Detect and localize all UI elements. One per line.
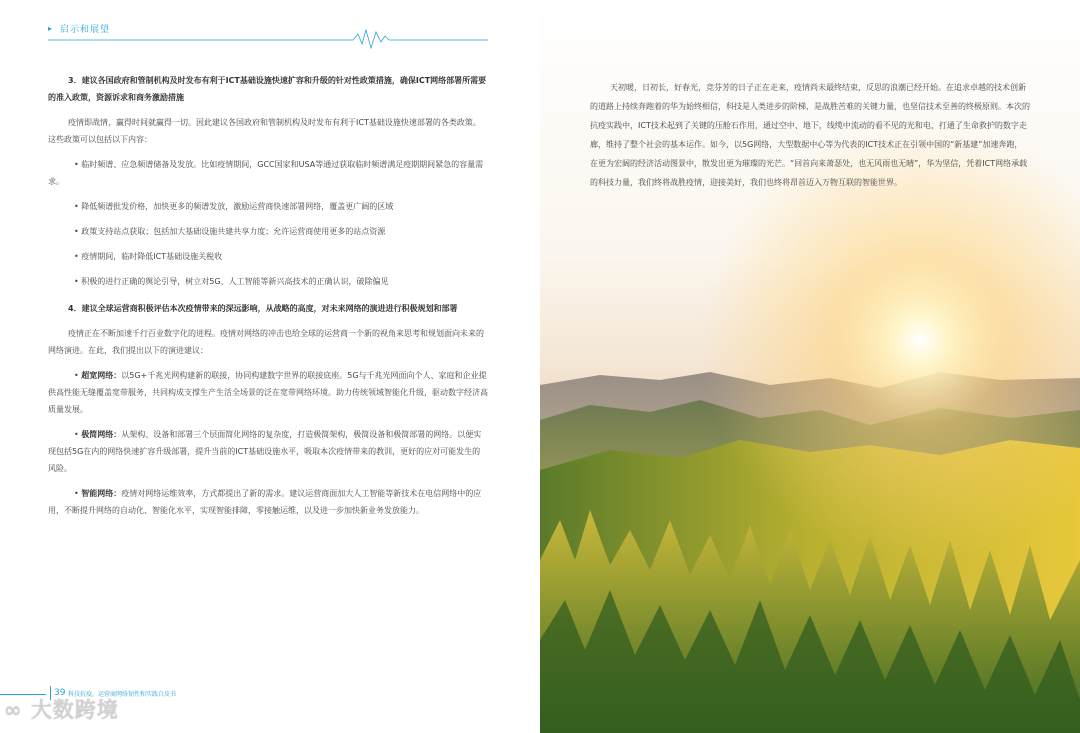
list-item bbox=[48, 426, 488, 477]
list-item bbox=[48, 367, 488, 418]
list-item-text: 疫情期间，临时降低ICT基础设施关税收 bbox=[81, 252, 223, 261]
section-header bbox=[48, 20, 488, 50]
publication-title: 科技抗疫，运营商网络韧性和实践白皮书 bbox=[68, 691, 177, 698]
list-item bbox=[48, 248, 488, 265]
watermark-logo bbox=[4, 694, 119, 724]
list-item bbox=[48, 156, 488, 190]
bullet-dot: • bbox=[74, 227, 82, 236]
list-item-label: 超宽网络： bbox=[81, 371, 122, 380]
bullet-dot: • bbox=[74, 489, 82, 498]
header-arrow-icon: ▸ bbox=[48, 24, 53, 33]
paragraph-evolution-intro: 疫情正在不断加速千行百业数字化的进程。疫情对网络的冲击也给全球的运营商一个新的视角来思考和规划面向未来的网络演进。在此，我们提出以下的演进建议： bbox=[48, 329, 484, 355]
list-item-label: 智能网络： bbox=[81, 489, 122, 498]
list-item-text: 积极的进行正确的舆论引导，树立对5G、人工智能等新兴高技术的正确认识，破除偏见 bbox=[81, 277, 389, 286]
section-title: 启示和展望 bbox=[60, 25, 111, 35]
heading-policy: 3．建议各国政府和管制机构及时发布有利于ICT基础设施快速扩容和升级的针对性政策措施，确保ICT网络部署所需要的准入政策，资源诉求和商务激励措施 bbox=[48, 76, 487, 102]
paragraph-policy-intro: 疫情即战情，赢得时间就赢得一切。因此建议各国政府和管制机构及时发布有利于ICT基础设施快速部署的各类政策。这些政策可以包括以下内容： bbox=[48, 118, 481, 144]
list-item bbox=[48, 273, 488, 290]
closing-paragraph: 天初暖，日初长，好春光，竞芬芳的日子正在走来，疫情尚未最终结束，反思的浪潮已经开始。在追求卓越的技术创新的道路上持续奔跑着的华为始终相信，科技是人类进步的阶梯，是战胜苦难的关键力量，也坚信技术至善的终极原则。本次的抗疫实践中，ICT技术起到了关键的压舱石作用，通过空中、地下，线缆中流动的看不见的光和电，打通了生命救护的数字走廊，维持了整个社会的基本运作。如今，以5G网络，大型数据中心等为代表的ICT技术正在引领中国的“新基建”加速奔跑，在更为宏阔的经济活动图景中，散发出更为璀璨的光芒。“回首向来萧瑟处，也无风雨也无晴”，华为坚信，凭着ICT网络承载的科技力量，我们终将战胜疫情，迎接美好，我们也终将昂首迈入万物互联的智能世界。 bbox=[590, 83, 1030, 187]
bullet-dot: • bbox=[74, 252, 82, 261]
bullet-dot: • bbox=[74, 430, 82, 439]
list-item-text: 临时频谱、应急频谱储备及发放。比如疫情期间，GCC国家和USA等通过获取临时频谱满足疫期期间紧急的容量需求。 bbox=[48, 160, 484, 186]
list-item bbox=[48, 223, 488, 240]
list-item-label: 极简网络： bbox=[81, 430, 122, 439]
heading-evolution: 4．建议全球运营商积极评估本次疫情带来的深远影响，从战略的高度，对未来网络的演进进行积极规划和部署 bbox=[68, 304, 458, 313]
list-item bbox=[48, 485, 488, 519]
watermark-text: 大数跨境 bbox=[30, 698, 119, 722]
page-number: 39 bbox=[54, 688, 66, 698]
bullet-dot: • bbox=[74, 160, 82, 169]
list-item bbox=[48, 198, 488, 215]
right-page bbox=[540, 0, 1080, 733]
list-item-text: 政策支持站点获取；包括加大基础设施共建共享力度；允许运营商使用更多的站点资源 bbox=[81, 227, 386, 236]
list-item-text: 疫情对网络运维效率，方式都提出了新的需求。建议运营商面加大人工智能等新技术在电信网络中的应用，不断提升网络的自动化、智能化水平，实现智能排障，零接触运维，以及进一步加快新业务发放能力。 bbox=[48, 489, 482, 515]
list-item-text: 从架构、设备和部署三个层面简化网络的复杂度，打造极简架构，极简设备和极简部署的网络。以便实现包括5G在内的网络快速扩容升级部署，提升当前的ICT基础设施水平，吸取本次疫情带来的教训，更好的应对可能发生的风险。 bbox=[48, 430, 482, 473]
list-item-text: 以5G+千兆光网构建新的联接，协同构建数字世界的联接底座。5G与千兆光网面向个人、家庭和企业提供高性能无缝覆盖宽带服务，共同构成支撑生产生活全场景的泛在宽带网络环境。助力传统领域智能化升级，驱动数字经济高质量发展。 bbox=[48, 371, 488, 414]
left-body-text bbox=[48, 72, 488, 519]
bullet-dot: • bbox=[74, 202, 82, 211]
heartbeat-line-icon bbox=[48, 20, 488, 50]
infinity-icon: ∞ bbox=[4, 698, 23, 722]
bullet-dot: • bbox=[74, 277, 82, 286]
list-item-text: 降低频谱批发价格，加快更多的频谱发放，激励运营商快速部署网络，覆盖更广阔的区域 bbox=[81, 202, 394, 211]
bullet-dot: • bbox=[74, 371, 82, 380]
